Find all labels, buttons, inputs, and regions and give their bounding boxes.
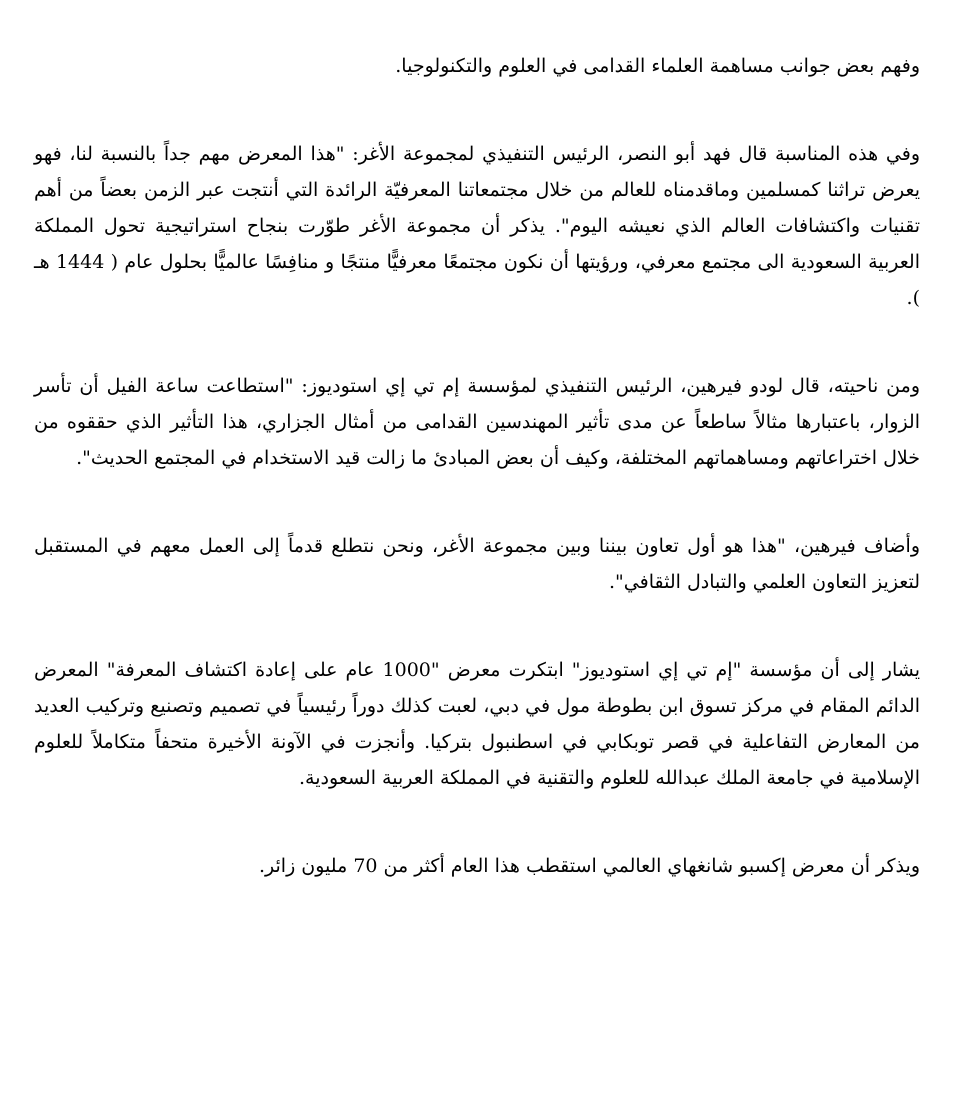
article-paragraph: وأضاف فيرهين، "هذا هو أول تعاون بيننا وبين مجموعة الأغر، ونحن نتطلع قدماً إلى العمل معهم في المستقبل لتعزيز التعاون العلمي والتبادل الثقافي". xyxy=(34,535,920,593)
article-paragraph: وفهم بعض جوانب مساهمة العلماء القدامى في العلوم والتكنولوجيا. xyxy=(395,55,920,77)
article-paragraph: ويذكر أن معرض إكسبو شانغهاي العالمي استقطب هذا العام أكثر من 70 مليون زائر. xyxy=(258,855,920,877)
article-paragraph: يشار إلى أن مؤسسة "إم تي إي استوديوز" ابتكرت معرض "1000 عام على إعادة اكتشاف المعرفة" المعرض الدائم المقام في مركز تسوق ابن بطوطة مول في دبي، لعبت كذلك دوراً رئيسياً في تصميم وتصنيع وتركيب العديد من المعارض التفاعلية في قصر توبكابي في اسطنبول بتركيا. وأنجزت في الآونة الأخيرة متحفاً متكاملاً للعلوم الإسلامية في جامعة الملك عبدالله للعلوم والتقنية في المملكة العربية السعودية. xyxy=(34,659,921,789)
article-paragraph: ومن ناحيته، قال لودو فيرهين، الرئيس التنفيذي لمؤسسة إم تي إي استوديوز: "استطاعت ساعة الفيل أن تأسر الزوار، باعتبارها مثالاً ساطعاً عن مدى تأثير المهندسين القدامى من أمثال الجزاري، هذا التأثير الذي حققوه من خلال اختراعاتهم ومساهماتهم المختلفة، وكيف أن بعض المبادئ ما زالت قيد الاستخدام في المجتمع الحديث". xyxy=(34,375,920,469)
article-paragraph: وفي هذه المناسبة قال فهد أبو النصر، الرئيس التنفيذي لمجموعة الأغر: "هذا المعرض مهم جداً بالنسبة لنا، فهو يعرض تراثنا كمسلمين وماقدمناه للعالم من خلال مجتمعاتنا المعرفيّة الرائدة التي أنتجت عبر الزمن بعضاً من أهم تقنيات واكتشافات العالم الذي نعيشه اليوم". يذكر أن مجموعة الأغر طوّرت بنجاح استراتيجية تحول المملكة العربية السعودية الى مجتمع معرفي، ورؤيتها أن نكون مجتمعًا معرفيًّا منتجًا و منافِسًا عالميًّا بحلول عام ( 1444 هـ ). xyxy=(34,143,920,309)
